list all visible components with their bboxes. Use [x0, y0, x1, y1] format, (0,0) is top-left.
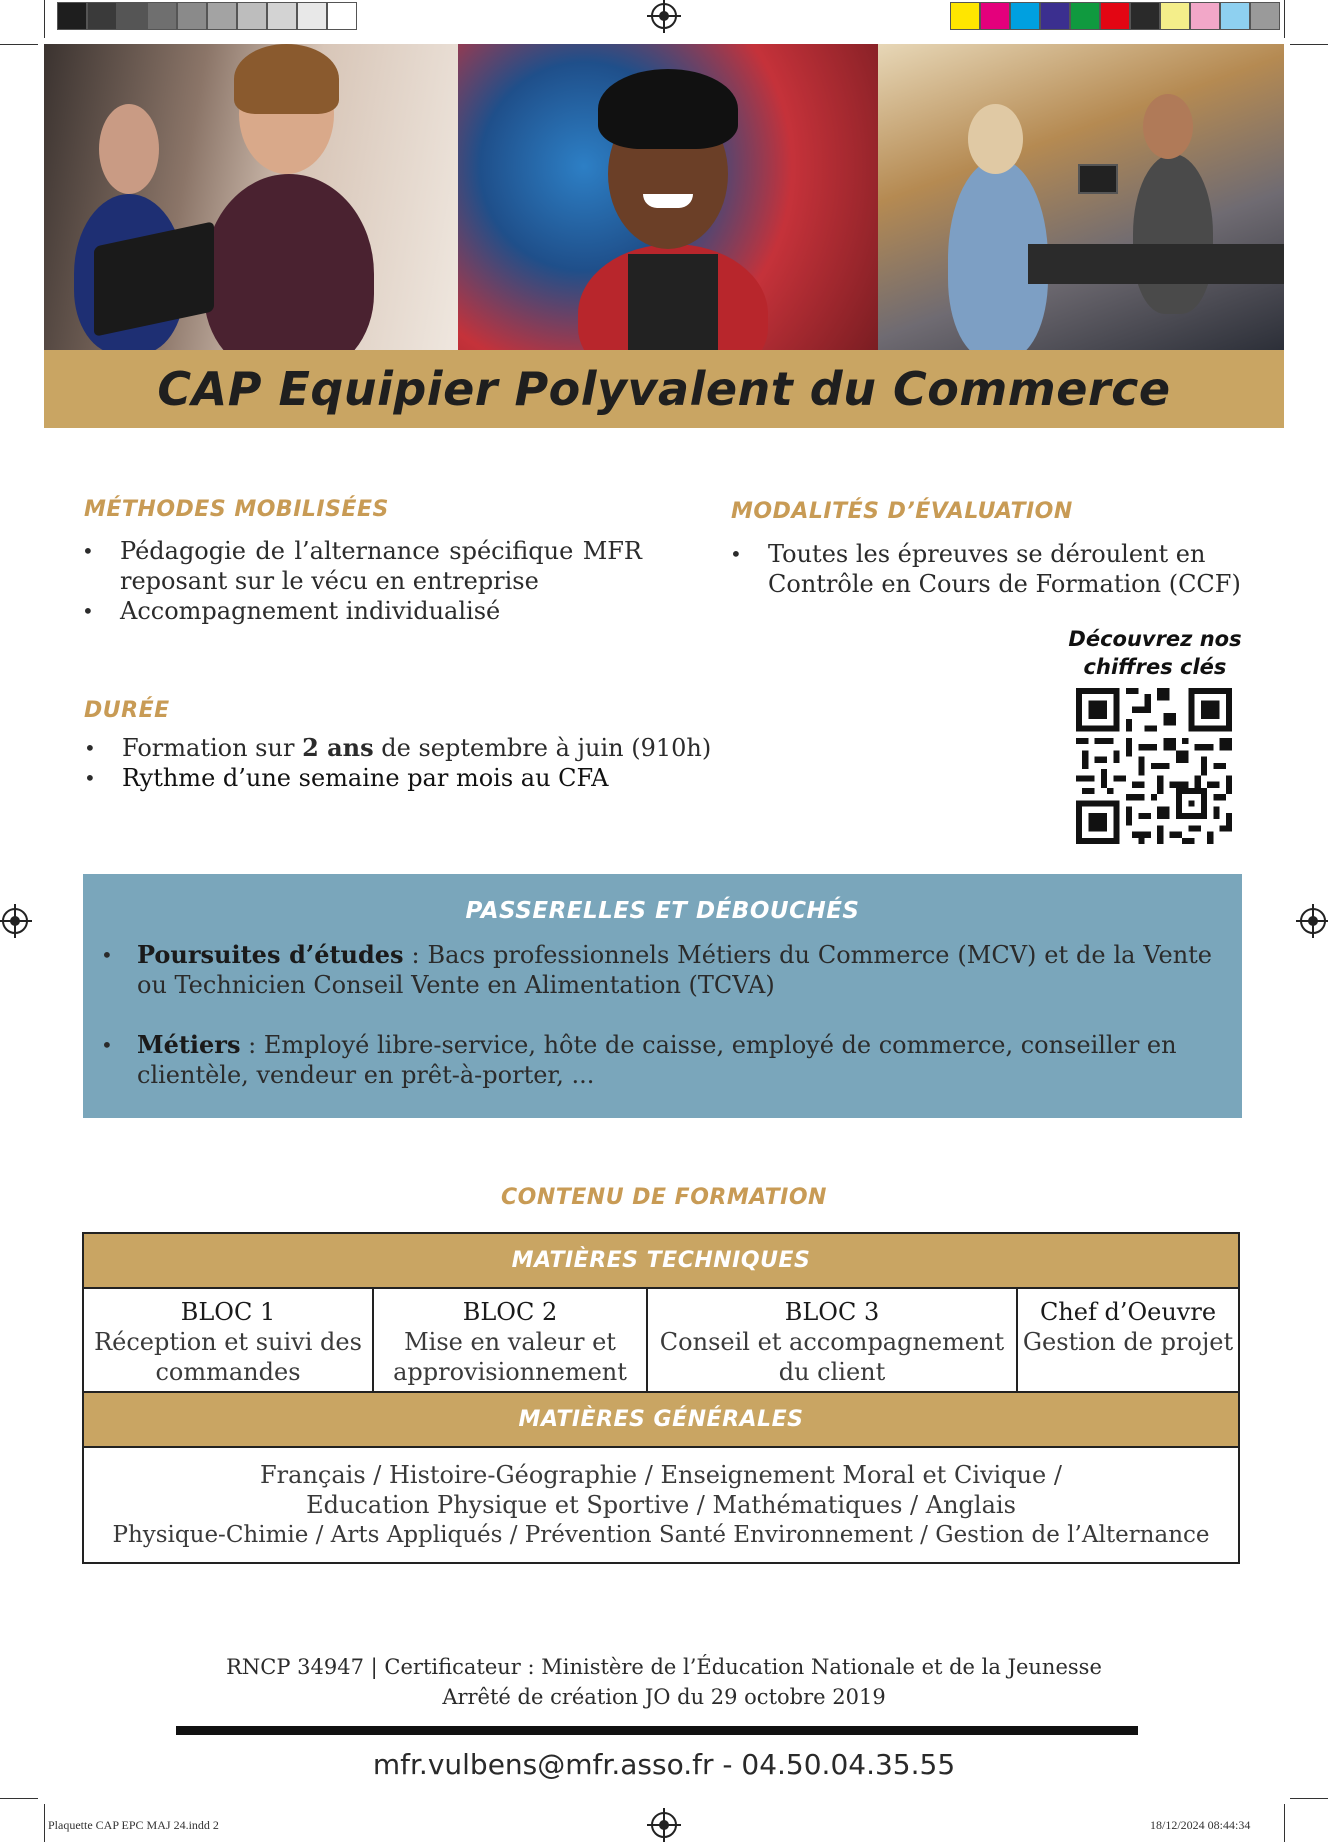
crop-mark — [0, 1798, 38, 1799]
metiers-text: : Employé libre-service, hôte de caisse, employé de commerce, conseiller en clientèle, vendeur en prêt-à-porter, ... — [137, 1031, 1177, 1089]
duree-heading: DURÉE — [84, 698, 170, 723]
poursuites-label: Poursuites d’études — [137, 940, 404, 969]
list-item: • Accompagnement individualisé — [82, 596, 642, 626]
crop-mark — [1290, 1798, 1328, 1799]
color-swatch — [297, 2, 327, 30]
generales-heading: MATIÈRES GÉNÉRALES — [84, 1393, 1238, 1448]
bloc-desc: Gestion de projet — [1022, 1328, 1234, 1356]
bloc-title: Chef d’Oeuvre — [1039, 1298, 1217, 1326]
qr-caption-line: chiffres clés — [1083, 655, 1227, 679]
passerelles-heading: PASSERELLES ET DÉBOUCHÉS — [465, 898, 860, 924]
crop-mark — [0, 44, 38, 45]
formation-table — [82, 1232, 1240, 1564]
crop-mark — [1284, 1804, 1285, 1842]
duree-text: de septembre à juin (910h) — [373, 734, 712, 762]
bloc-title: BLOC 2 — [462, 1298, 558, 1326]
duree-list — [84, 733, 724, 793]
slug-file-name: Plaquette CAP EPC MAJ 24.indd 2 — [48, 1818, 219, 1832]
bloc-desc: Mise en valeur et approvisionnement — [393, 1328, 627, 1386]
list-item — [101, 940, 1212, 1000]
color-swatch — [1010, 2, 1040, 30]
page-title: CAP Equipier Polyvalent du Commerce — [157, 362, 1171, 416]
list-item: • Pédagogie de l’alternance spécifique MFR reposant sur le vécu en entreprise — [82, 536, 642, 596]
color-swatch — [1040, 2, 1070, 30]
qr-code[interactable] — [1076, 688, 1232, 844]
rncp-line: Arrêté de création JO du 29 octobre 2019 — [442, 1685, 886, 1709]
bloc-cell — [648, 1289, 1018, 1391]
generales-line: Education Physique et Sportive / Mathématiques / Anglais — [306, 1491, 1016, 1519]
bloc-desc: Réception et suivi des commandes — [94, 1328, 362, 1386]
color-swatch — [237, 2, 267, 30]
methodes-list — [82, 536, 642, 626]
poursuites-text: : Bacs professionnels Métiers du Commerce (MCV) et de la Vente ou Technicien Conseil Vente en Alimentation (TCVA) — [137, 941, 1212, 999]
rncp-info — [0, 1652, 1328, 1712]
color-swatch — [207, 2, 237, 30]
bloc-cell — [1018, 1289, 1238, 1391]
color-swatch-strip — [950, 2, 1280, 30]
contact-info[interactable]: mfr.vulbens@mfr.asso.fr - 04.50.04.35.55 — [372, 1748, 956, 1781]
techniques-heading: MATIÈRES TECHNIQUES — [84, 1234, 1238, 1289]
photo-clothing-store-cashier — [44, 44, 458, 350]
bloc-desc: Conseil et accompagnement du client — [659, 1328, 1005, 1386]
list-item — [84, 763, 724, 793]
list-item — [101, 1030, 1212, 1090]
registration-mark-icon — [2, 908, 28, 934]
registration-mark-icon — [651, 1812, 677, 1838]
generales-line: Physique-Chimie / Arts Appliqués / Prévention Santé Environnement / Gestion de l’Alternance — [112, 1522, 1210, 1548]
color-swatch — [327, 2, 357, 30]
header-photo-strip — [44, 44, 1284, 350]
crop-mark — [1284, 0, 1285, 38]
generales-subjects — [84, 1448, 1238, 1562]
rncp-line: RNCP 34947 | Certificateur : Ministère de l’Éducation Nationale et de la Jeunesse — [226, 1655, 1102, 1679]
color-swatch — [1190, 2, 1220, 30]
generales-line: Français / Histoire-Géographie / Enseignement Moral et Civique / — [260, 1461, 1062, 1489]
title-banner — [44, 350, 1284, 428]
qr-caption-line: Découvrez nos — [1068, 627, 1242, 651]
registration-mark-icon — [651, 3, 677, 29]
qr-caption — [1060, 625, 1250, 681]
photo-grocery-checkout — [878, 44, 1284, 350]
color-swatch — [1070, 2, 1100, 30]
color-swatch — [1100, 2, 1130, 30]
photo-smiling-supermarket-employee — [458, 44, 878, 350]
duree-years: 2 ans — [302, 733, 374, 762]
color-swatch — [117, 2, 147, 30]
metiers-label: Métiers — [137, 1030, 241, 1059]
divider — [176, 1726, 1138, 1735]
color-swatch — [1250, 2, 1280, 30]
rythme-text: Rythme d’une semaine par mois au CFA — [122, 764, 609, 792]
methodes-heading: MÉTHODES MOBILISÉES — [84, 497, 389, 522]
passerelles-list — [101, 940, 1212, 1120]
slug-timestamp: 18/12/2024 08:44:34 — [1150, 1818, 1251, 1832]
bloc-cell — [84, 1289, 374, 1391]
list-item: • Toutes les épreuves se déroulent en Contrôle en Cours de Formation (CCF) — [730, 539, 1250, 599]
color-swatch — [57, 2, 87, 30]
gray-swatch-strip — [57, 2, 357, 30]
bloc-title: BLOC 3 — [784, 1298, 880, 1326]
modalites-list — [730, 539, 1250, 599]
crop-mark — [44, 0, 45, 38]
passerelles-box — [83, 874, 1242, 1118]
list-item — [84, 733, 724, 763]
modalites-heading: MODALITÉS D’ÉVALUATION — [731, 499, 1073, 524]
color-swatch — [980, 2, 1010, 30]
color-swatch — [177, 2, 207, 30]
crop-mark — [1290, 44, 1328, 45]
color-swatch — [950, 2, 980, 30]
color-swatch — [1220, 2, 1250, 30]
color-swatch — [1160, 2, 1190, 30]
registration-mark-icon — [1300, 908, 1326, 934]
color-swatch — [147, 2, 177, 30]
color-swatch — [267, 2, 297, 30]
bloc-cell — [374, 1289, 648, 1391]
color-swatch — [87, 2, 117, 30]
bloc-title: BLOC 1 — [180, 1298, 276, 1326]
crop-mark — [44, 1804, 45, 1842]
table-row — [84, 1289, 1238, 1393]
contenu-heading: CONTENU DE FORMATION — [501, 1185, 827, 1210]
color-swatch — [1130, 2, 1160, 30]
duree-text: Formation sur — [122, 734, 303, 762]
